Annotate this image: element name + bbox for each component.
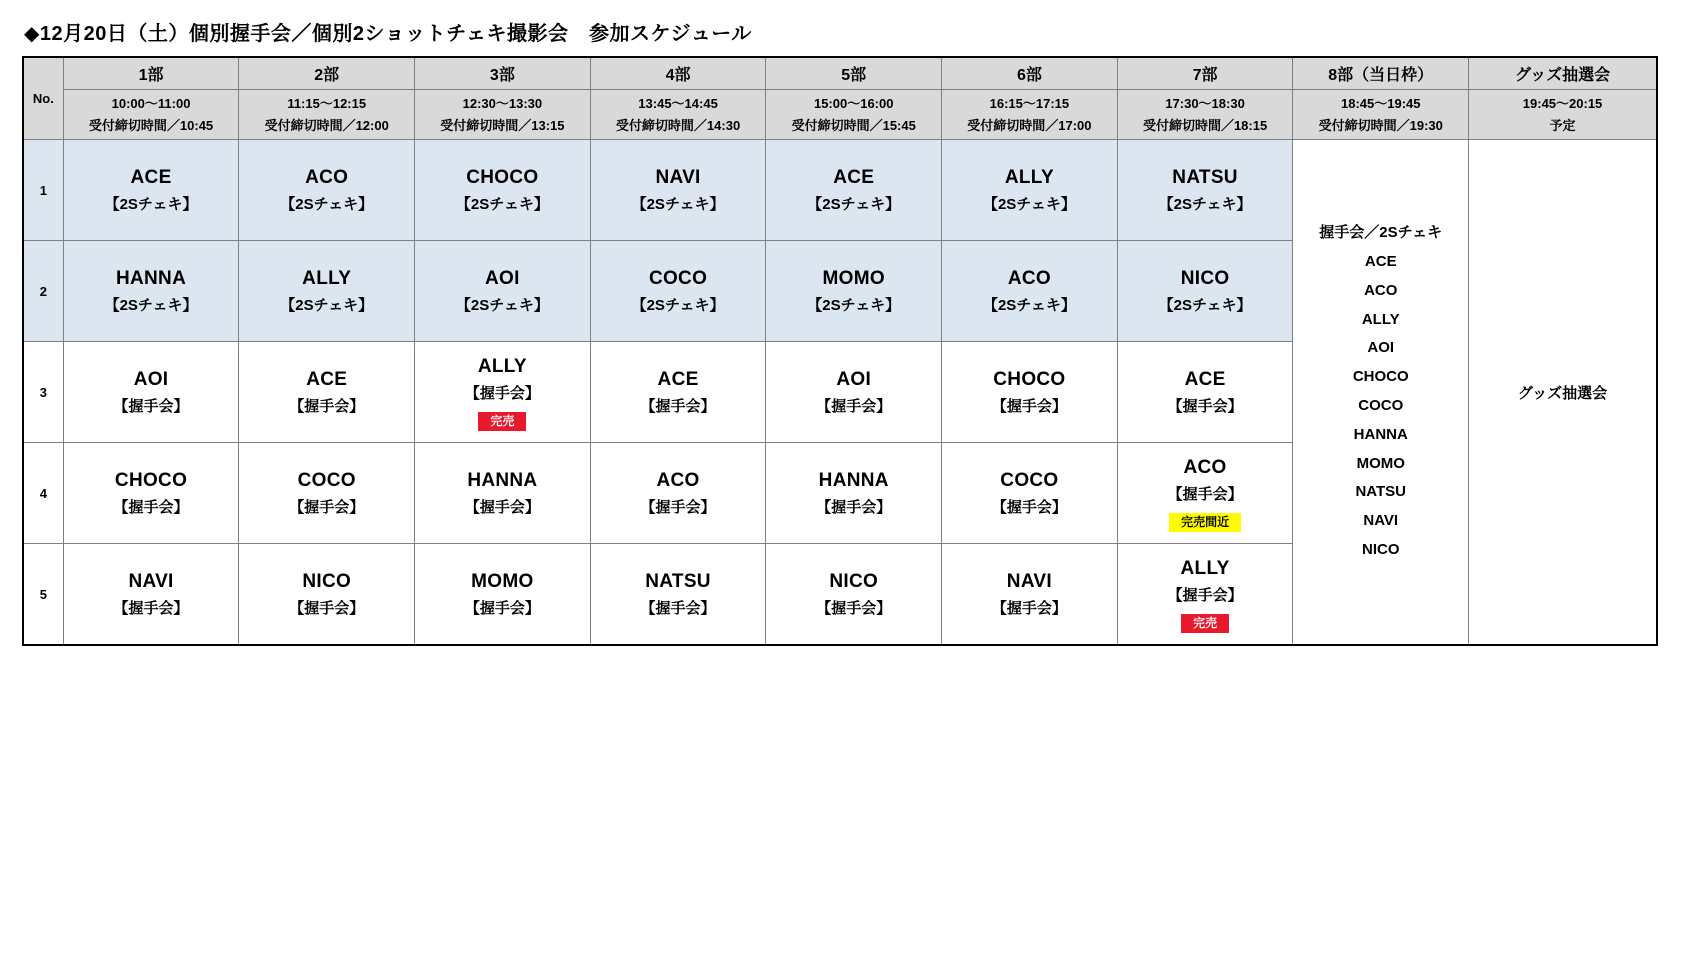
slot-4-1[interactable] [63,443,239,544]
slot-1-2[interactable] [239,140,415,241]
header-time-3 [415,90,591,140]
header-deadline-5: 受付締切時間／15:45 [791,117,916,133]
slot-member: AOI [133,368,169,390]
slot-member: ACO [305,166,349,188]
slot-kind: 【握手会】 [289,499,365,516]
slot-5-6[interactable] [942,544,1118,646]
slot-member: NATSU [1172,166,1238,188]
slot-member: ACE [1184,368,1226,390]
slot-4-4[interactable] [590,443,766,544]
header-time-range-1: 10:00〜11:00 [111,96,191,112]
header-row-part [23,57,1657,90]
header-part-3: 3部 [415,57,591,90]
header-time-range-8: 18:45〜19:45 [1340,96,1421,112]
slot-member: NICO [829,570,879,592]
slot-5-7[interactable] [1117,544,1293,646]
slot-kind: 【2Sチェキ】 [104,297,198,314]
row-number-4: 4 [23,443,63,544]
page-title: ◆12月20日（土）個別握手会／個別2ショットチェキ撮影会 参加スケジュール [24,23,752,45]
slot-member: COCO [297,469,356,491]
part8-member: AOI [1367,339,1395,357]
slot-kind: 【2Sチェキ】 [631,196,725,213]
slot-kind: 【握手会】 [1167,587,1243,605]
slot-member: AOI [485,267,520,289]
slot-member: AOI [836,368,872,390]
row-number-3: 3 [23,342,63,443]
slot-2-3[interactable] [415,241,591,342]
slot-5-4[interactable] [590,544,766,646]
header-time-1 [63,90,239,140]
slot-member: ALLY [302,267,352,289]
header-row-time [23,90,1657,140]
header-time-range-2: 11:15〜12:15 [287,96,367,112]
header-goods-lottery: グッズ抽選会 [1469,57,1657,90]
header-part-2: 2部 [239,57,415,90]
slot-1-3[interactable] [415,140,591,241]
slot-5-1[interactable] [63,544,239,646]
status-badge-sold-out: 完売 [1181,614,1229,633]
slot-member: MOMO [822,267,885,289]
slot-member: ACE [306,368,348,390]
slot-kind: 【握手会】 [816,499,892,516]
part8-member: ALLY [1361,310,1400,328]
slot-kind: 【2Sチェキ】 [982,196,1076,213]
slot-kind: 【握手会】 [289,600,365,617]
slot-member: COCO [1000,469,1059,491]
header-part-8: 8部（当日枠） [1293,57,1469,90]
status-badge-sold-out: 完売 [478,412,526,431]
part8-member: HANNA [1353,425,1408,443]
slot-kind: 【握手会】 [991,499,1067,516]
header-deadline-2: 受付締切時間／12:00 [264,117,389,133]
slot-2-1[interactable] [63,241,239,342]
slot-member: CHOCO [466,166,539,188]
row-number-5: 5 [23,544,63,646]
part8-lead-label: 握手会／2Sチェキ [1319,224,1443,242]
slot-member: NATSU [645,570,711,592]
slot-kind: 【2Sチェキ】 [631,297,725,314]
header-time-5 [766,90,942,140]
slot-4-3[interactable] [415,443,591,544]
table-body [23,140,1657,646]
schedule-table [22,56,1658,646]
slot-member: ALLY [1180,557,1230,579]
slot-kind: 【2Sチェキ】 [455,196,549,213]
slot-kind: 【2Sチェキ】 [1158,196,1252,213]
header-deadline-8: 受付締切時間／19:30 [1318,117,1443,133]
slot-4-7[interactable] [1117,443,1293,544]
slot-1-6[interactable] [942,140,1118,241]
slot-kind: 【握手会】 [816,398,892,415]
header-time-6 [942,90,1118,140]
slot-5-3[interactable] [415,544,591,646]
part8-member: NATSU [1355,483,1407,501]
goods-lottery-block[interactable]: グッズ抽選会 [1469,140,1657,646]
slot-kind: 【握手会】 [289,398,365,415]
row-number-2: 2 [23,241,63,342]
part8-member: CHOCO [1352,368,1409,386]
slot-2-7[interactable] [1117,241,1293,342]
header-deadline-6: 受付締切時間／17:00 [967,117,1092,133]
slot-member: NICO [1180,267,1230,289]
slot-member: ALLY [1004,166,1054,188]
part8-member: NAVI [1363,512,1399,530]
slot-1-5[interactable] [766,140,942,241]
slot-kind: 【2Sチェキ】 [1158,297,1252,314]
slot-5-2[interactable] [239,544,415,646]
slot-member: ACE [833,166,875,188]
slot-member: HANNA [467,469,538,491]
slot-kind: 【2Sチェキ】 [104,196,198,213]
table-header [23,57,1657,140]
slot-kind: 【2Sチェキ】 [982,297,1076,314]
header-deadline-goods: 予定 [1549,117,1576,133]
slot-member: ACE [130,166,172,188]
slot-kind: 【握手会】 [464,499,540,516]
slot-kind: 【握手会】 [991,600,1067,617]
header-time-range-goods: 19:45〜20:15 [1522,96,1603,112]
header-time-7 [1117,90,1293,140]
slot-3-3[interactable] [415,342,591,443]
header-deadline-1: 受付締切時間／10:45 [88,117,214,133]
header-time-goods [1469,90,1657,140]
header-part-5: 5部 [766,57,942,90]
part8-member: COCO [1358,397,1404,414]
header-part-1: 1部 [63,57,239,90]
slot-3-6[interactable] [942,342,1118,443]
header-time-range-3: 12:30〜13:30 [462,96,543,112]
slot-kind: 【握手会】 [464,600,540,617]
slot-member: NICO [302,570,352,592]
header-time-range-7: 17:30〜18:30 [1165,96,1245,112]
slot-member: ACO [1007,267,1051,289]
slot-kind: 【握手会】 [113,499,189,516]
slot-kind: 【2Sチェキ】 [807,297,901,314]
header-part-4: 4部 [590,57,766,90]
slot-kind: 【握手会】 [113,398,189,415]
slot-member: NAVI [1006,570,1052,592]
slot-kind: 【握手会】 [1167,486,1243,504]
slot-4-6[interactable] [942,443,1118,544]
slot-2-6[interactable] [942,241,1118,342]
header-time-range-5: 15:00〜16:00 [813,96,894,112]
part8-member: NICO [1361,540,1400,558]
header-deadline-7: 受付締切時間／18:15 [1142,117,1268,133]
header-part-6: 6部 [942,57,1118,90]
slot-3-1[interactable] [63,342,239,443]
header-part-7: 7部 [1117,57,1293,90]
header-no: No. [23,57,63,140]
slot-2-2[interactable] [239,241,415,342]
slot-kind: 【握手会】 [640,499,716,516]
slot-member: NAVI [655,166,701,188]
slot-3-4[interactable] [590,342,766,443]
slot-kind: 【握手会】 [113,600,189,617]
slot-member: ACE [657,368,699,390]
slot-kind: 【2Sチェキ】 [280,196,374,213]
status-badge-near-sold-out: 完売間近 [1169,513,1241,532]
slot-3-5[interactable] [766,342,942,443]
slot-kind: 【握手会】 [1167,398,1243,415]
slot-member: ACO [1183,456,1227,478]
slot-kind: 【2Sチェキ】 [455,297,549,314]
slot-3-2[interactable] [239,342,415,443]
slot-1-1[interactable] [63,140,239,241]
slot-member: ACO [656,469,700,491]
row-number-1: 1 [23,140,63,241]
slot-kind: 【握手会】 [464,385,540,403]
slot-3-7[interactable] [1117,342,1293,443]
header-time-range-4: 13:45〜14:45 [638,96,718,112]
part8-member: ACO [1364,281,1398,299]
header-deadline-3: 受付締切時間／13:15 [440,117,565,133]
slot-member: ALLY [477,355,527,377]
header-time-2 [239,90,415,140]
slot-2-5[interactable] [766,241,942,342]
header-time-8 [1293,90,1469,140]
slot-kind: 【2Sチェキ】 [807,196,901,213]
table-row [23,140,1657,241]
slot-member: HANNA [818,469,889,491]
slot-member: NAVI [128,570,174,592]
slot-1-7[interactable] [1117,140,1293,241]
slot-2-4[interactable] [590,241,766,342]
slot-kind: 【握手会】 [640,600,716,617]
slot-member: HANNA [115,267,187,289]
slot-kind: 【握手会】 [816,600,892,617]
slot-5-5[interactable] [766,544,942,646]
slot-4-2[interactable] [239,443,415,544]
slot-kind: 【2Sチェキ】 [280,297,374,314]
header-time-range-6: 16:15〜17:15 [989,96,1070,112]
part8-sameday-block[interactable] [1293,140,1469,646]
slot-member: MOMO [471,570,534,592]
header-time-4 [590,90,766,140]
slot-1-4[interactable] [590,140,766,241]
slot-kind: 【握手会】 [991,398,1067,415]
slot-4-5[interactable] [766,443,942,544]
part8-member: MOMO [1356,454,1405,472]
slot-member: CHOCO [114,469,188,491]
slot-member: COCO [648,267,708,289]
slot-kind: 【握手会】 [640,398,716,415]
part8-member: ACE [1364,253,1397,271]
header-deadline-4: 受付締切時間／14:30 [615,117,741,133]
slot-member: CHOCO [993,368,1066,390]
